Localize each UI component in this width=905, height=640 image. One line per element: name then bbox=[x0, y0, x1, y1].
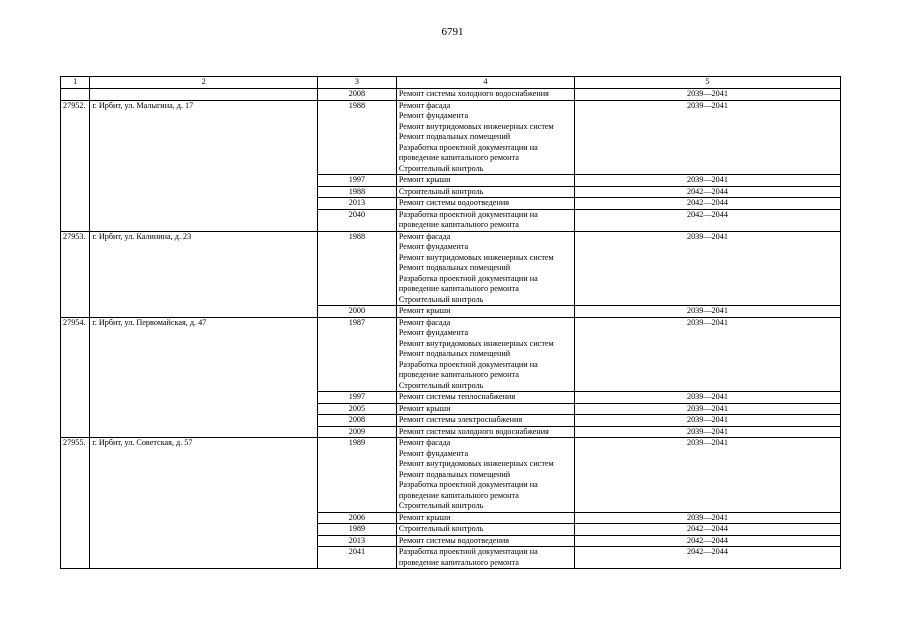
header-row bbox=[61, 77, 841, 89]
period-cell: 2039—2041 bbox=[574, 403, 840, 415]
work-line: Ремонт фундамента bbox=[398, 242, 469, 251]
work-line: Ремонт внутридомовых инженерных систем bbox=[398, 459, 554, 468]
year-cell: 1989 bbox=[317, 524, 396, 536]
work-line: Ремонт внутридомовых инженерных систем bbox=[398, 252, 554, 262]
table-row bbox=[61, 438, 841, 513]
address-cell bbox=[90, 89, 318, 101]
work-line: Строительный контроль bbox=[398, 380, 484, 390]
year-cell: 2040 bbox=[317, 209, 396, 231]
period-cell: 2039—2041 bbox=[574, 306, 840, 318]
work-line: проведение капитального ремонта bbox=[398, 153, 519, 162]
work-line: Ремонт системы холодного водоснабжения bbox=[398, 89, 549, 98]
column-header-5: 5 bbox=[574, 77, 840, 89]
work-line: Ремонт подвальных помещений bbox=[398, 263, 511, 272]
year-cell: 1988 bbox=[317, 100, 396, 175]
work-line: проведение капитального ремонта bbox=[398, 284, 519, 293]
work-line: Строительный контроль bbox=[398, 294, 484, 304]
period-cell: 2042—2044 bbox=[574, 186, 840, 198]
work-line: Строительный контроль bbox=[398, 524, 484, 533]
work-line: Ремонт внутридомовых инженерных систем bbox=[398, 121, 554, 131]
work-line: Ремонт системы теплоснабжения bbox=[398, 392, 516, 401]
work-line: Разработка проектной документации на bbox=[398, 547, 538, 556]
year-cell: 2041 bbox=[317, 547, 396, 569]
work-line: Ремонт подвальных помещений bbox=[398, 349, 511, 358]
work-line: Ремонт системы электроснабжения bbox=[398, 415, 523, 424]
work-cell bbox=[396, 535, 574, 547]
year-cell: 1989 bbox=[317, 438, 396, 513]
work-cell bbox=[396, 89, 574, 101]
table-row bbox=[61, 317, 841, 392]
work-line: Ремонт системы водоотведения bbox=[398, 535, 509, 545]
work-line: проведение капитального ремонта bbox=[398, 220, 519, 229]
building-number-cell: 27954. bbox=[61, 317, 90, 438]
work-cell bbox=[396, 209, 574, 231]
year-cell: 2013 bbox=[317, 198, 396, 210]
work-cell bbox=[396, 198, 574, 210]
work-cell bbox=[396, 512, 574, 524]
work-line: проведение капитального ремонта bbox=[398, 370, 519, 379]
table-row bbox=[61, 231, 841, 306]
period-cell: 2042—2044 bbox=[574, 547, 840, 569]
period-cell: 2039—2041 bbox=[574, 438, 840, 513]
work-cell bbox=[396, 100, 574, 175]
work-line: Разработка проектной документации на bbox=[398, 273, 538, 283]
continuation-row bbox=[61, 89, 841, 101]
address-cell: г. Ирбит, ул. Первомайская, д. 47 bbox=[90, 317, 318, 438]
year-cell: 2006 bbox=[317, 512, 396, 524]
work-line: Строительный контроль bbox=[398, 163, 484, 173]
year-cell: 1988 bbox=[317, 231, 396, 306]
work-cell bbox=[396, 438, 574, 513]
period-cell: 2039—2041 bbox=[574, 317, 840, 392]
year-cell: 2013 bbox=[317, 535, 396, 547]
year-cell: 1997 bbox=[317, 392, 396, 404]
work-cell bbox=[396, 415, 574, 427]
work-line: Ремонт крыши bbox=[398, 512, 451, 522]
work-line: Ремонт внутридомовых инженерных систем bbox=[398, 338, 554, 348]
period-cell: 2039—2041 bbox=[574, 89, 840, 101]
column-header-1: 1 bbox=[61, 77, 90, 89]
work-cell bbox=[396, 306, 574, 318]
work-line: Разработка проектной документации на bbox=[398, 359, 538, 369]
address-cell: г. Ирбит, ул. Малыгина, д. 17 bbox=[90, 100, 318, 231]
building-number-cell: 27955. bbox=[61, 438, 90, 569]
work-line: Ремонт системы холодного водоснабжения bbox=[398, 426, 549, 436]
period-cell: 2042—2044 bbox=[574, 524, 840, 536]
period-cell: 2039—2041 bbox=[574, 175, 840, 187]
work-line: Разработка проектной документации на bbox=[398, 142, 538, 152]
work-line: Ремонт фундамента bbox=[398, 111, 469, 120]
column-header-3: 3 bbox=[317, 77, 396, 89]
address-cell: г. Ирбит, ул. Калинина, д. 23 bbox=[90, 231, 318, 317]
table-row bbox=[61, 100, 841, 175]
column-header-2: 2 bbox=[90, 77, 318, 89]
work-cell bbox=[396, 403, 574, 415]
work-line: Разработка проектной документации на bbox=[398, 480, 538, 489]
work-line: Ремонт фасада bbox=[398, 231, 451, 241]
capital-repair-table bbox=[60, 76, 841, 569]
work-cell bbox=[396, 547, 574, 569]
work-line: Ремонт подвальных помещений bbox=[398, 132, 511, 141]
work-cell bbox=[396, 426, 574, 438]
work-line: Ремонт системы водоотведения bbox=[398, 198, 509, 207]
period-cell: 2039—2041 bbox=[574, 392, 840, 404]
year-cell: 1988 bbox=[317, 186, 396, 198]
work-line: Строительный контроль bbox=[398, 186, 484, 196]
period-cell: 2039—2041 bbox=[574, 415, 840, 427]
work-cell bbox=[396, 392, 574, 404]
work-cell bbox=[396, 175, 574, 187]
period-cell: 2039—2041 bbox=[574, 100, 840, 175]
building-number-cell: 27953. bbox=[61, 231, 90, 317]
work-line: Ремонт подвальных помещений bbox=[398, 469, 511, 479]
work-line: Ремонт фундамента bbox=[398, 448, 469, 458]
address-cell: г. Ирбит, ул. Советская, д. 57 bbox=[90, 438, 318, 569]
year-cell: 2008 bbox=[317, 89, 396, 101]
period-cell: 2042—2044 bbox=[574, 198, 840, 210]
year-cell: 1997 bbox=[317, 175, 396, 187]
work-line: проведение капитального ремонта bbox=[398, 490, 519, 500]
building-number-cell bbox=[61, 89, 90, 101]
work-cell bbox=[396, 231, 574, 306]
work-line: Ремонт фасада bbox=[398, 438, 451, 447]
work-cell bbox=[396, 186, 574, 198]
work-line: Ремонт крыши bbox=[398, 306, 451, 315]
table-body bbox=[61, 89, 841, 569]
period-cell: 2042—2044 bbox=[574, 535, 840, 547]
table-header bbox=[61, 77, 841, 89]
year-cell: 2000 bbox=[317, 306, 396, 318]
work-cell bbox=[396, 524, 574, 536]
work-line: Ремонт фасада bbox=[398, 317, 451, 327]
period-cell: 2039—2041 bbox=[574, 231, 840, 306]
period-cell: 2039—2041 bbox=[574, 426, 840, 438]
page-number: 6791 bbox=[441, 26, 464, 38]
work-line: Разработка проектной документации на bbox=[398, 209, 538, 219]
work-line: Ремонт фасада bbox=[398, 100, 451, 110]
work-line: Строительный контроль bbox=[398, 501, 484, 510]
year-cell: 2005 bbox=[317, 403, 396, 415]
year-cell: 2009 bbox=[317, 426, 396, 438]
period-cell: 2039—2041 bbox=[574, 512, 840, 524]
work-line: Ремонт крыши bbox=[398, 403, 451, 413]
work-cell bbox=[396, 317, 574, 392]
work-line: Ремонт фундамента bbox=[398, 328, 469, 337]
column-header-4: 4 bbox=[396, 77, 574, 89]
work-line: проведение капитального ремонта bbox=[398, 557, 519, 567]
year-cell: 1987 bbox=[317, 317, 396, 392]
year-cell: 2008 bbox=[317, 415, 396, 427]
work-line: Ремонт крыши bbox=[398, 175, 451, 184]
building-number-cell: 27952. bbox=[61, 100, 90, 231]
period-cell: 2042—2044 bbox=[574, 209, 840, 231]
